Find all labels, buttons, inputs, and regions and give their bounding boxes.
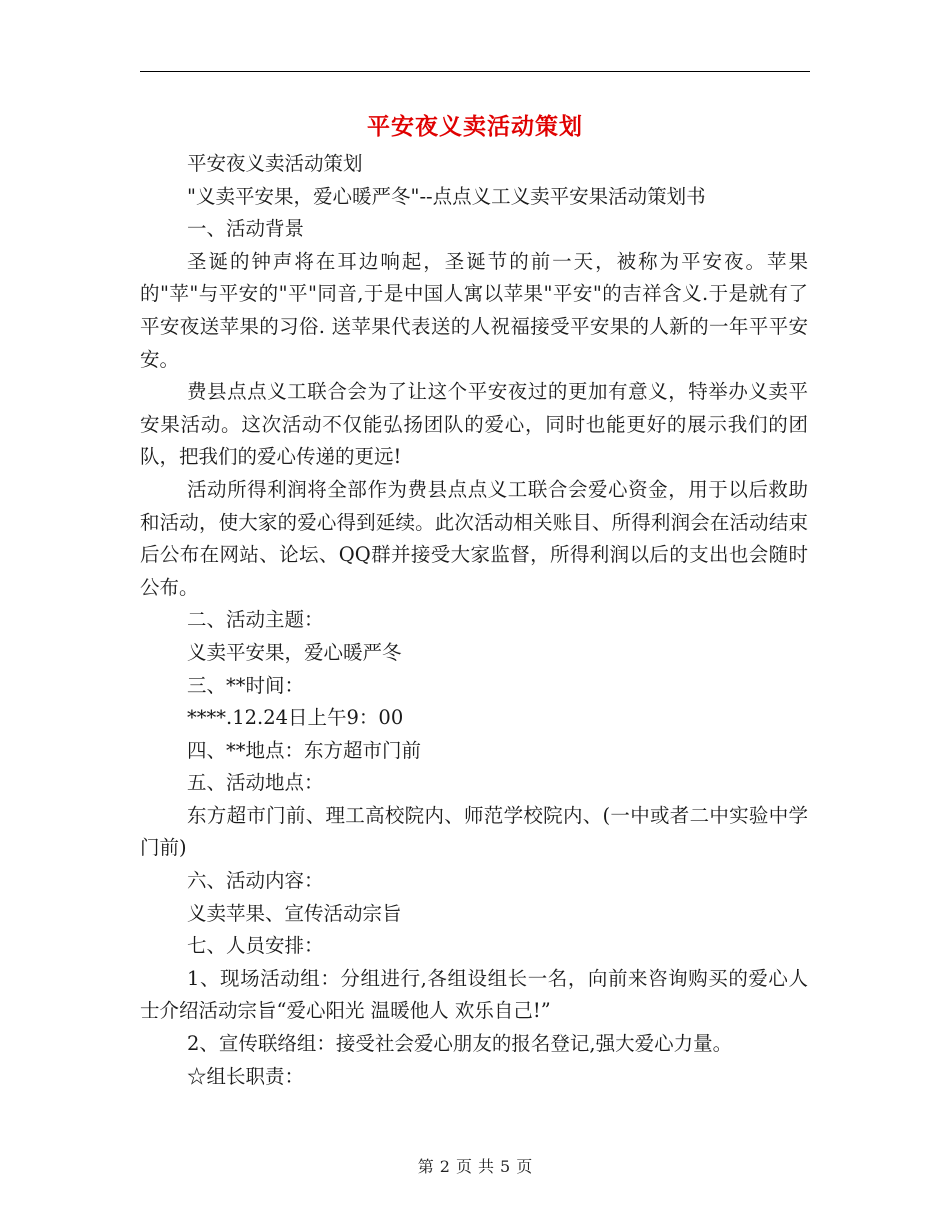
document-title: 平安夜义卖活动策划 bbox=[367, 113, 583, 140]
section-heading-background: 一、活动背景 bbox=[187, 217, 305, 241]
footer-total-pages: 5 bbox=[500, 1157, 511, 1176]
paragraph-slogan: "义卖平安果，爱心暖严冬"--点点义工义卖平安果活动策划书 bbox=[187, 184, 706, 208]
footer-suffix: 页 bbox=[516, 1157, 533, 1176]
paragraph-leader-duties: ☆组长职责： bbox=[187, 1064, 305, 1088]
section-heading-theme: 二、活动主题： bbox=[187, 608, 324, 632]
section-heading-staff: 七、人员安排： bbox=[187, 934, 324, 958]
section-heading-place: 四、**地点：东方超市门前 bbox=[187, 738, 422, 762]
paragraph-subtitle: 平安夜义卖活动策划 bbox=[187, 152, 363, 175]
paragraph-onsite-group: 1、现场活动组：分组进行,各组设组长一名，向前来咨询购买的爱心人士介绍活动宗旨“爱心阳光 温暖他人 欢乐自己!” bbox=[140, 966, 808, 1023]
paragraph-profit: 活动所得利润将全部作为费县点点义工联合会爱心资金，用于以后救助和活动，使大家的爱心得到延续。此次活动相关账目、所得利润会在活动结束后公布在网站、论坛、QQ群并接受大家监督，所得利润以后的支出也会随时公布。 bbox=[140, 477, 808, 599]
paragraph-purpose: 费县点点义工联合会为了让这个平安夜过的更加有意义，特举办义卖平安果活动。这次活动不仅能弘扬团队的爱心，同时也能更好的展示我们的团队，把我们的爱心传递的更远! bbox=[140, 380, 808, 469]
page-footer bbox=[0, 1154, 950, 1177]
paragraph-content: 义卖苹果、宣传活动宗旨 bbox=[187, 901, 402, 925]
footer-total-word: 共 bbox=[478, 1157, 495, 1176]
section-heading-time: 三、**时间： bbox=[187, 673, 305, 697]
footer-page-number: 2 bbox=[439, 1157, 450, 1176]
paragraph-background: 圣诞的钟声将在耳边响起，圣诞节的前一天，被称为平安夜。苹果的"苹"与平安的"平"同音,于是中国人寓以苹果"平安"的吉祥含义.于是就有了平安夜送苹果的习俗. 送苹果代表送的人祝福接受平安果的人新的一年平平安安。 bbox=[140, 249, 808, 371]
footer-prefix: 第 bbox=[417, 1157, 434, 1176]
section-heading-locations: 五、活动地点： bbox=[187, 771, 324, 795]
footer-page-word: 页 bbox=[455, 1157, 472, 1176]
paragraph-time: ****.12.24日上午9：00 bbox=[187, 706, 404, 730]
paragraph-theme: 义卖平安果，爱心暖严冬 bbox=[187, 640, 402, 664]
paragraph-locations: 东方超市门前、理工高校院内、师范学校院内、(一中或者二中实验中学门前) bbox=[140, 803, 808, 860]
document-body bbox=[140, 148, 808, 1093]
section-heading-content: 六、活动内容： bbox=[187, 869, 324, 893]
paragraph-publicity-group: 2、宣传联络组：接受社会爱心朋友的报名登记,强大爱心力量。 bbox=[187, 1032, 733, 1056]
header-rule bbox=[140, 71, 810, 72]
